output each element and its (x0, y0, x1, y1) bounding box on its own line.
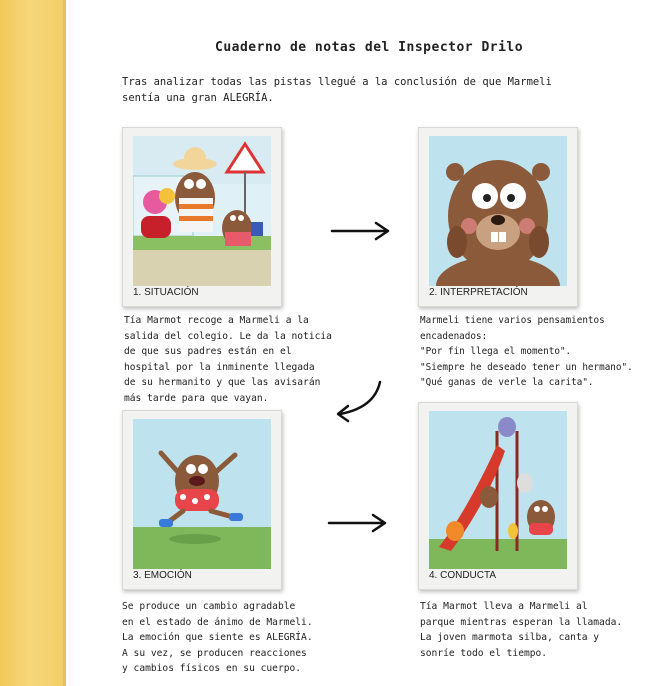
text-situacion: Tía Marmot recoge a Marmeli a la salida del colegio. Le da la noticia de que sus padres están en el hospital por la inminente llegada de su hermanito y que las avisarán más tarde para que vayan. (124, 315, 332, 404)
illustration-emocion (133, 419, 271, 569)
intro-text: Tras analizar todas las pistas llegué a la conclusión de que Marmeli sentía una gran ALEGRÍA. (122, 76, 552, 104)
caption-emocion: 3. EMOCIÓN (133, 570, 192, 581)
illustration-conducta (429, 411, 567, 569)
text-conducta: Tía Marmot lleva a Marmeli al parque mientras esperan la llamada. La joven marmota silba, canta y sonríe todo el tiempo. (420, 601, 623, 659)
text-emocion: Se produce un cambio agradable en el estado de ánimo de Marmeli. La emoción que siente es ALEGRÍA. A su vez, se producen reacciones y cambios físicos en su cuerpo. (122, 601, 313, 674)
polaroid-situacion (122, 127, 282, 307)
caption-situacion: 1. SITUACIÓN (133, 287, 199, 298)
arrow-curved-icon (332, 380, 384, 424)
caption-conducta: 4. CONDUCTA (429, 570, 497, 581)
arrow-right-icon (330, 220, 392, 242)
polaroid-interpretacion (418, 127, 578, 307)
arrow-right-icon (327, 512, 389, 534)
page-title: Cuaderno de notas del Inspector Drilo (215, 40, 524, 55)
text-interpretacion: Marmeli tiene varios pensamientos encadenados: "Por fin llega el momento". "Siempre he deseado tener un hermano". "Qué ganas de verle la carita". (420, 315, 633, 388)
illustration-situacion (133, 136, 271, 286)
caption-interpretacion: 2. INTERPRETACIÓN (429, 287, 528, 298)
polaroid-emocion (122, 410, 282, 590)
polaroid-conducta (418, 402, 578, 590)
notebook-spine (0, 0, 66, 686)
illustration-interpretacion (429, 136, 567, 286)
